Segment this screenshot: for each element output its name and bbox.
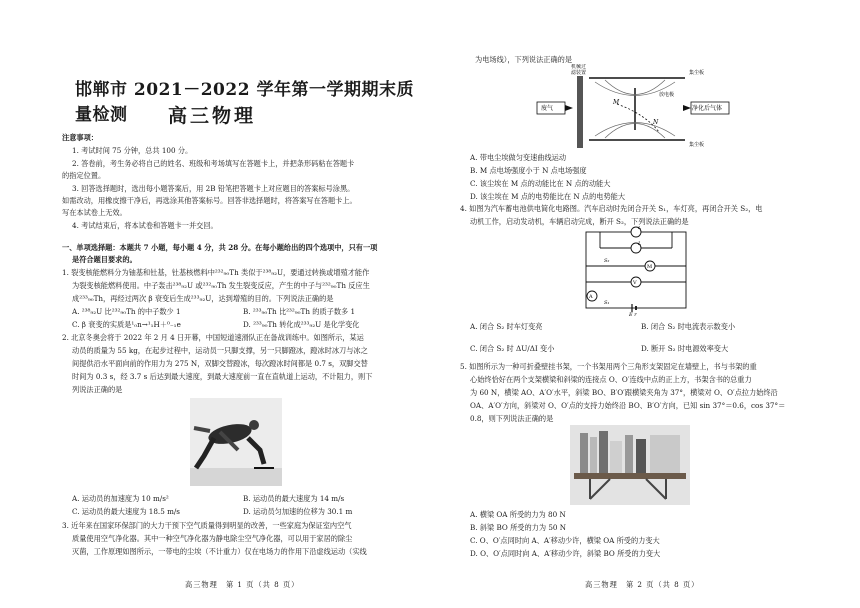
question-4-line: 动机工作，启动发动机，车辆启动完成，断开 S₂，下列说法正确的是 xyxy=(470,217,689,226)
circuit-battery-label: E r xyxy=(629,312,637,316)
precipitator-diagram xyxy=(535,64,730,152)
question-2-line: 时间为 0.3 s，经 3.7 s 后达到最大速度，到最大速度前一直在直轨道上运动，不计阻力，则下 xyxy=(72,372,373,381)
q2-option-c: C. 运动员的最大速度为 18.5 m/s xyxy=(72,507,180,516)
circuit-ammeter-label: A xyxy=(589,294,593,300)
q3-option-d: D. 该尘埃在 M 点的电势能比在 N 点的电势能大 xyxy=(470,192,626,201)
diagram-outlet-label: 净化后气体 xyxy=(692,105,723,112)
diagram-filter-label-2: 滤装置 xyxy=(571,70,587,76)
notice-line: 1. 考试时间 75 分钟，总共 100 分。 xyxy=(72,146,193,155)
page-footer: 高三物理 第 1 页（共 8 页） xyxy=(185,580,300,589)
q4-option-d: D. 断开 S₂ 时电源效率变大 xyxy=(641,344,729,353)
notice-line: 4. 考试结束后，将本试卷和答题卡一并交回。 xyxy=(72,221,218,230)
question-5-line: 0.8，则下列说法正确的是 xyxy=(470,414,554,423)
circuit-motor-label: M xyxy=(647,264,653,270)
question-4-line: 4. 如图为汽车蓄电池供电简化电路图。汽车启动时先闭合开关 S₁，车灯亮，再闭合开关 S₂，电 xyxy=(460,204,763,213)
question-2-line: 动员的质量为 55 kg，在起步过程中，运动员一只脚支撑，另一只脚蹬冰，蹬冰时冰刀与冰之 xyxy=(72,346,368,355)
question-5-line: 心始终恰好在两个支架横梁和斜梁的连接点 O、O′连线中点的正上方，书架含书的总重力 xyxy=(470,375,752,384)
speed-skater-photo xyxy=(190,398,282,486)
q3-option-c: C. 该尘埃在 M 点的动能比在 N 点的动能大 xyxy=(470,179,611,188)
question-5-line: 为 60 N，横梁 AO、A′O′水平，斜梁 BO、B′O′跟横梁夹角为 37°，横梁对 O、O′点拉力始终沿 xyxy=(470,388,778,397)
question-3-line: 3. 近年来在国家环保部门的大力干预下空气质量得到明显的改善，一些家庭为保证室内空气 xyxy=(62,521,352,530)
diagram-inlet-label: 废气 xyxy=(541,105,554,112)
diagram-bottom-plate-label: 集尘板 xyxy=(689,142,705,148)
q2-option-a: A. 运动员的加速度为 10 m/s² xyxy=(72,494,169,503)
notice-line: 写在本试卷上无效。 xyxy=(62,208,127,217)
question-1-line: 为裂变核能燃料使用。中子轰击²³⁸₉₂U 或²³²₉₀Th 发生裂变反应，产生的中子与²³²₉₀Th 反应生 xyxy=(72,281,370,290)
q1-option-b: B. ²³³₉₀Th 比²³²₉₀Th 的质子数多 1 xyxy=(243,307,356,316)
q2-option-b: B. 运动员的最大速度为 14 m/s xyxy=(243,494,345,503)
q3-option-a: A. 带电尘埃做匀变速曲线运动 xyxy=(470,153,567,162)
circuit-switch-2-label: S₂ xyxy=(604,258,610,264)
question-2-line: 间提供沿水平面向前的作用力为 275 N，双脚交替蹬冰，每次蹬冰时间都是 0.7 s，双脚交替 xyxy=(72,359,368,368)
q5-option-c: C. O、O′点同时向 A、A′移动少许，横梁 OA 所受的力变大 xyxy=(470,536,660,545)
notice-title: 注意事项： xyxy=(62,133,98,142)
exam-page-2 xyxy=(430,0,860,608)
circuit-switch-1-label: S₁ xyxy=(604,300,610,306)
question-2-line: 列说法正确的是 xyxy=(72,385,123,394)
diagram-top-plate-label: 集尘板 xyxy=(689,70,705,76)
section-heading: 是符合题目要求的。 xyxy=(72,255,137,264)
question-3-line: 灭菌，工作原理如图所示，一带电的尘埃（不计重力）仅在电场力的作用下沿虚线运动（实线 xyxy=(72,547,367,556)
notice-line: 3. 回答选择题时，选出每小题答案后，用 2B 铅笔把答题卡上对应题目的答案标号涂黑。 xyxy=(72,184,355,193)
q5-option-b: B. 斜梁 BO 所受的力为 50 N xyxy=(470,523,567,532)
diagram-filter-label: 机械过 xyxy=(571,64,587,70)
q4-option-c: C. 闭合 S₂ 时 ΔU/ΔI 变小 xyxy=(470,344,555,353)
diagram-discharge-label: 放电极 xyxy=(659,92,675,98)
circuit-lamp-label-2: L xyxy=(638,241,642,247)
exam-subject: 高三物理 xyxy=(168,105,257,127)
question-2-line: 2. 北京冬奥会将于 2022 年 2 月 4 日开幕，中国短道速滑队正在备战训练中。如图所示，某运 xyxy=(62,333,364,342)
circuit-voltmeter-label: V xyxy=(633,280,637,286)
notice-line: 的指定位置。 xyxy=(62,171,106,180)
question-1-line: 1. 裂变核能燃料分为铀基和钍基，钍基核燃料中²³²₉₀Th 类似于²³⁸₉₂U，要通过转换或增殖才能作 xyxy=(62,268,370,277)
q1-option-a: A. ²³⁸₉₂U 比²³²₉₀Th 的中子数少 1 xyxy=(72,307,181,316)
question-3-continued: 为电场线），下列说法正确的是 xyxy=(475,55,573,64)
question-3-line: 质量使用空气净化器。其中一种空气净化器为静电除尘空气净化器，可以用于家居的除尘 xyxy=(72,534,353,543)
circuit-lamp-label: L xyxy=(638,226,642,231)
page-footer: 高三物理 第 2 页（共 8 页） xyxy=(585,580,700,589)
question-1-line: 成²³³₉₀Th，再经过两次 β 衰变后生成²³³₉₂U，达到增殖的目的。下列说法正确的是 xyxy=(72,294,334,303)
q5-option-a: A. 横梁 OA 所受的力为 80 N xyxy=(470,510,566,519)
q2-option-d: D. 运动员匀加速的位移为 30.1 m xyxy=(243,507,353,516)
section-heading: 一、单项选择题：本题共 7 小题，每小题 4 分，共 28 分。在每小题给出的四个选项中，只有一项 xyxy=(62,243,378,252)
diagram-point-m: M xyxy=(613,99,620,106)
question-5-line: 5. 如图所示为一种可折叠壁挂书架，一个书架用两个三角形支架固定在墙壁上，书与书架的重 xyxy=(460,362,757,371)
q4-option-b: B. 闭合 S₂ 时电流表示数变小 xyxy=(641,322,736,331)
q1-option-d: D. ²³³₉₀Th 转化成²³³₉₂U 是化学变化 xyxy=(243,320,360,329)
exam-title: 邯郸市 2021－2022 学年第一学期期末质量检测 xyxy=(75,80,414,125)
bookshelf-photo xyxy=(570,425,690,505)
notice-line: 2. 答卷前，考生务必将自己的姓名、班级和考场填写在答题卡上，并把条形码粘在答题卡 xyxy=(72,159,355,168)
q5-option-d: D. O、O′点同时向 A、A′移动少许，斜梁 BO 所受的力变大 xyxy=(470,549,661,558)
question-5-line: OA、A′O′方向，斜梁对 O、O′点的支持力始终沿 BO、B′O′方向，已知 sin 37°＝0.6，cos 37°＝ xyxy=(470,401,786,410)
circuit-diagram xyxy=(580,226,692,316)
diagram-point-n: N xyxy=(653,119,659,126)
q4-option-a: A. 闭合 S₂ 时车灯变亮 xyxy=(470,322,543,331)
q3-option-b: B. M 点电场强度小于 N 点电场强度 xyxy=(470,166,587,175)
notice-line: 如需改动，用橡皮擦干净后，再选涂其他答案标号。回答非选择题时，将答案写在答题卡上。 xyxy=(62,196,357,205)
q1-option-c: C. β 衰变的实质是¹₀n→¹₁H＋⁰₋₁e xyxy=(72,320,181,329)
